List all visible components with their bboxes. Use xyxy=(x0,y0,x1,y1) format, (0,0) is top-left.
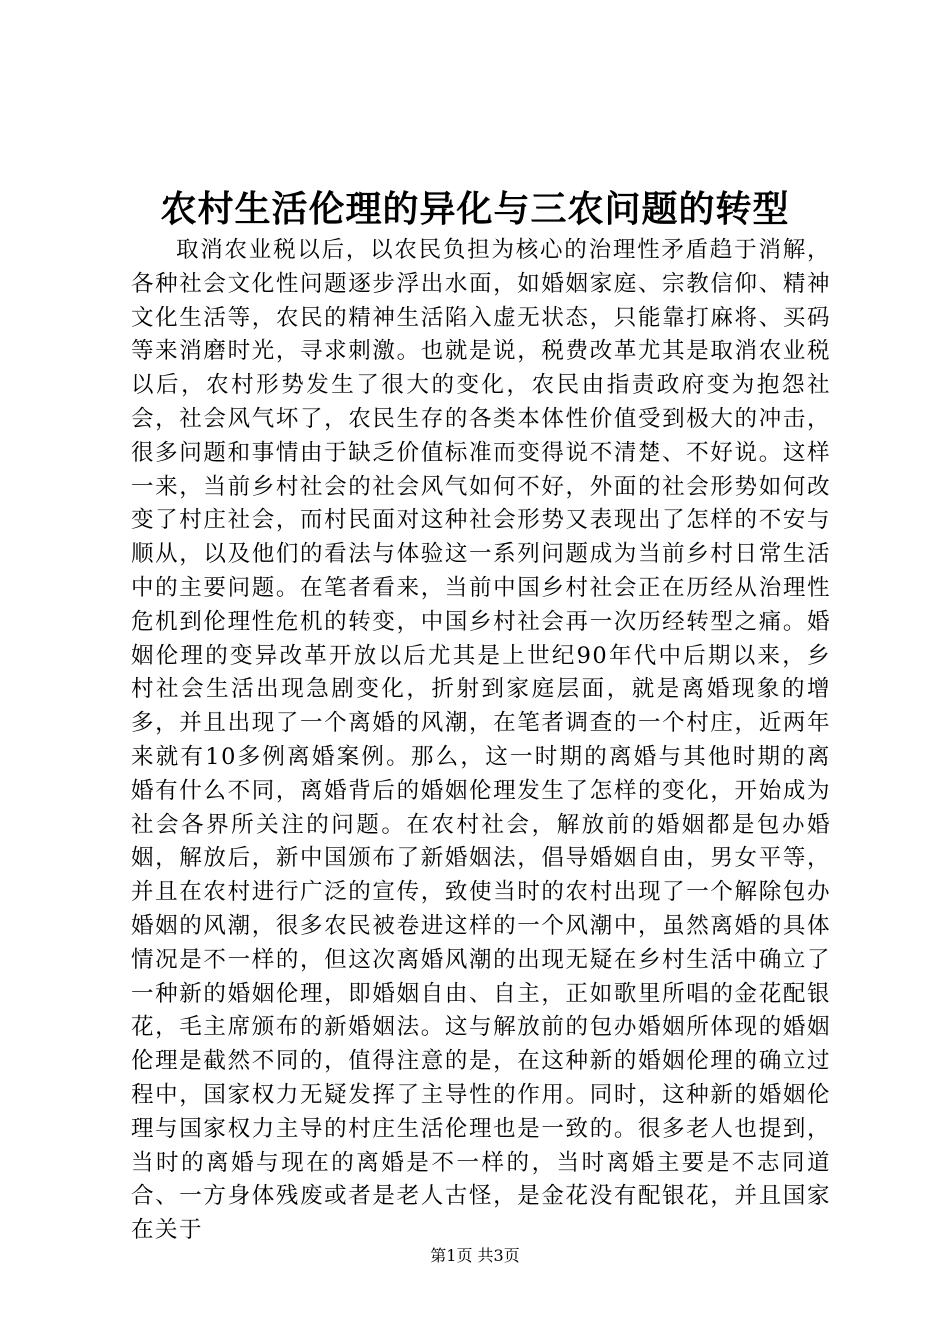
page-footer: 第1页 共3页 xyxy=(430,1246,520,1265)
body-paragraph: 取消农业税以后，以农民负担为核心的治理性矛盾趋于消解，各种社会文化性问题逐步浮出水面，如婚姻家庭、宗教信仰、精神文化生活等，农民的精神生活陷入虚无状态，只能靠打麻将、买码等来消磨时光，寻求刺激。也就是说，税费改革尤其是取消农业税以后，农村形势发生了很大的变化，农民由指责政府变为抱怨社会，社会风气坏了，农民生存的各类本体性价值受到极大的冲击，很多问题和事情由于缺乏价值标准而变得说不清楚、不好说。这样一来，当前乡村社会的社会风气如何不好，外面的社会形势如何改变了村庄社会，而村民面对这种社会形势又表现出了怎样的不安与顺从，以及他们的看法与体验这一系列问题成为当前乡村日常生活中的主要问题。在笔者看来，当前中国乡村社会正在历经从治理性危机到伦理性危机的转变，中国乡村社会再一次历经转型之痛。婚姻伦理的变异改革开放以后尤其是上世纪90年代中后期以来，乡村社会生活出现急剧变化，折射到家庭层面，就是离婚现象的增多，并且出现了一个离婚的风潮，在笔者调查的一个村庄，近两年来就有10多例离婚案例。那么，这一时期的离婚与其他时期的离婚有什么不同，离婚背后的婚姻伦理发生了怎样的变化，开始成为社会各界所关注的问题。在农村社会，解放前的婚姻都是包办婚姻，解放后，新中国颁布了新婚姻法，倡导婚姻自由，男女平等，并且在农村进行广泛的宣传，致使当时的农村出现了一个解除包办婚姻的风潮，很多农民被卷进这样的一个风潮中，虽然离婚的具体情况是不一样的，但这次离婚风潮的出现无疑在乡村生活中确立了一种新的婚姻伦理，即婚姻自由、自主，正如歌里所唱的金花配银花，毛主席颁布的新婚姻法。这与解放前的包办婚姻所体现的婚姻伦理是截然不同的，值得注意的是，在这种新的婚姻伦理的确立过程中，国家权力无疑发挥了主导性的作用。同时，这种新的婚姻伦理与国家权力主导的村庄生活伦理也是一致的。很多老人也提到，当时的离婚与现在的离婚是不一样的，当时离婚主要是不志同道合、一方身体残废或者是老人古怪，是金花没有配银花，并且国家在关于 xyxy=(131,237,831,1244)
document-title: 农村生活伦理的异化与三农问题的转型 xyxy=(160,188,790,230)
